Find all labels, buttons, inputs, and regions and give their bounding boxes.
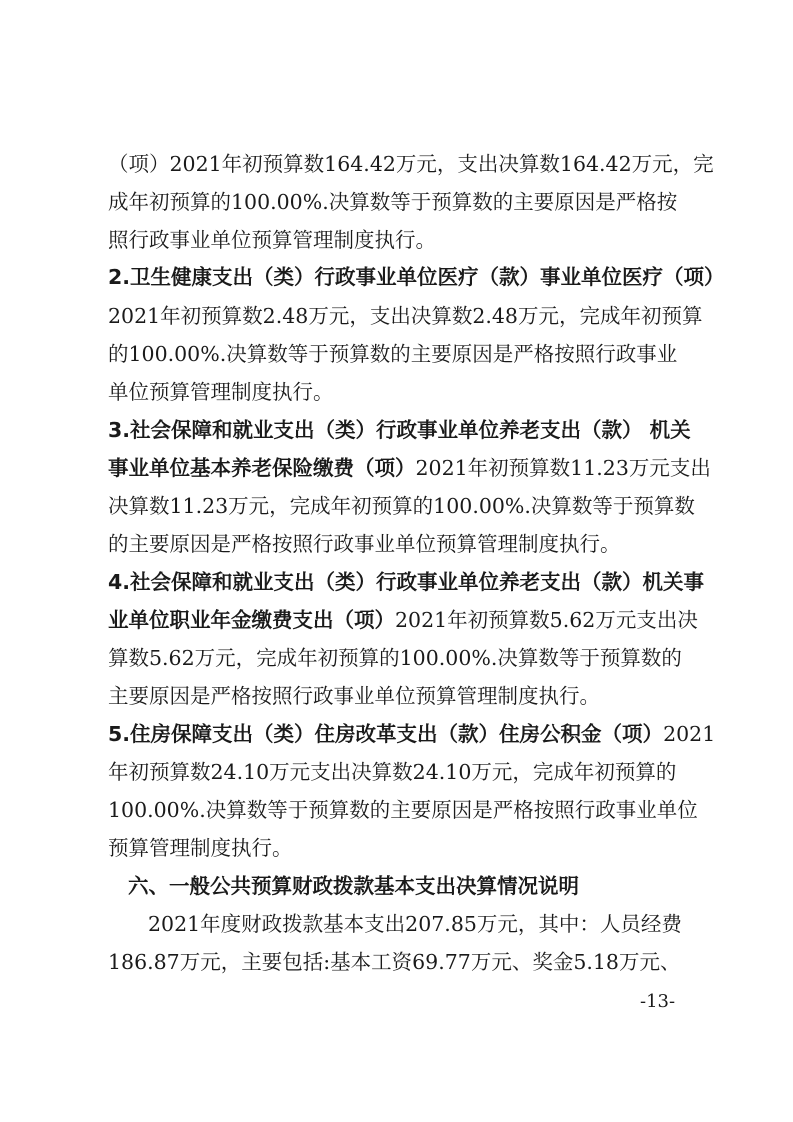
item-heading-pension-basic-cont: 事业单位基本养老保险缴费（项）: [108, 456, 416, 480]
text-line: 决算数11.23万元，完成年初预算的100.00%.决算数等于预算数: [108, 494, 695, 518]
text-line: 照行政事业单位预算管理制度执行。: [108, 228, 436, 252]
item-heading-occupational-annuity: 4.社会保障和就业支出（类）行政事业单位养老支出（款）机关事: [108, 570, 705, 594]
text-line-mixed: [108, 602, 698, 638]
text-line: 的主要原因是严格按照行政事业单位预算管理制度执行。: [108, 532, 621, 556]
text-line: 的100.00%.决算数等于预算数的主要原因是严格按照行政事业: [108, 342, 678, 366]
text-line: 186.87万元，主要包括:基本工资69.77万元、奖金5.18万元、: [108, 950, 681, 974]
page-number: -13-: [640, 991, 676, 1012]
item-heading-pension-basic: 3.社会保障和就业支出（类）行政事业单位养老支出（款） 机关: [108, 418, 691, 442]
text-line: 算数5.62万元，完成年初预算的100.00%.决算数等于预算数的: [108, 646, 682, 670]
text-line: （项）2021年初预算数164.42万元，支出决算数164.42万元，完: [108, 152, 714, 176]
text-line: 单位预算管理制度执行。: [108, 380, 334, 404]
text-line: 主要原因是严格按照行政事业单位预算管理制度执行。: [108, 684, 600, 708]
text-line: 100.00%.决算数等于预算数的主要原因是严格按照行政事业单位: [108, 798, 698, 822]
item-heading-occupational-annuity-cont: 业单位职业年金缴费支出（项）: [108, 608, 395, 632]
text-line-mixed: [108, 716, 716, 752]
text-line-mixed: [108, 450, 711, 486]
item-heading-health: 2.卫生健康支出（类）行政事业单位医疗（款）事业单位医疗（项）: [108, 265, 725, 289]
text-line: 2021年度财政拨款基本支出207.85万元，其中：人员经费: [148, 912, 682, 936]
text-line: 年初预算数24.10万元支出决算数24.10万元，完成年初预算的: [108, 760, 677, 784]
item-heading-housing: 5.住房保障支出（类）住房改革支出（款）住房公积金（项）: [108, 722, 664, 746]
text-run: 2021年初预算数5.62万元支出决: [395, 608, 698, 632]
text-line: 预算管理制度执行。: [108, 836, 293, 860]
text-line: 成年初预算的100.00%.决算数等于预算数的主要原因是严格按: [108, 190, 678, 214]
text-run: 2021年初预算数11.23万元支出: [415, 456, 711, 480]
text-run: 2021: [663, 722, 716, 746]
text-line: 2021年初预算数2.48万元，支出决算数2.48万元，完成年初预算: [108, 304, 703, 328]
section-heading: 六、一般公共预算财政拨款基本支出决算情况说明: [128, 874, 579, 898]
